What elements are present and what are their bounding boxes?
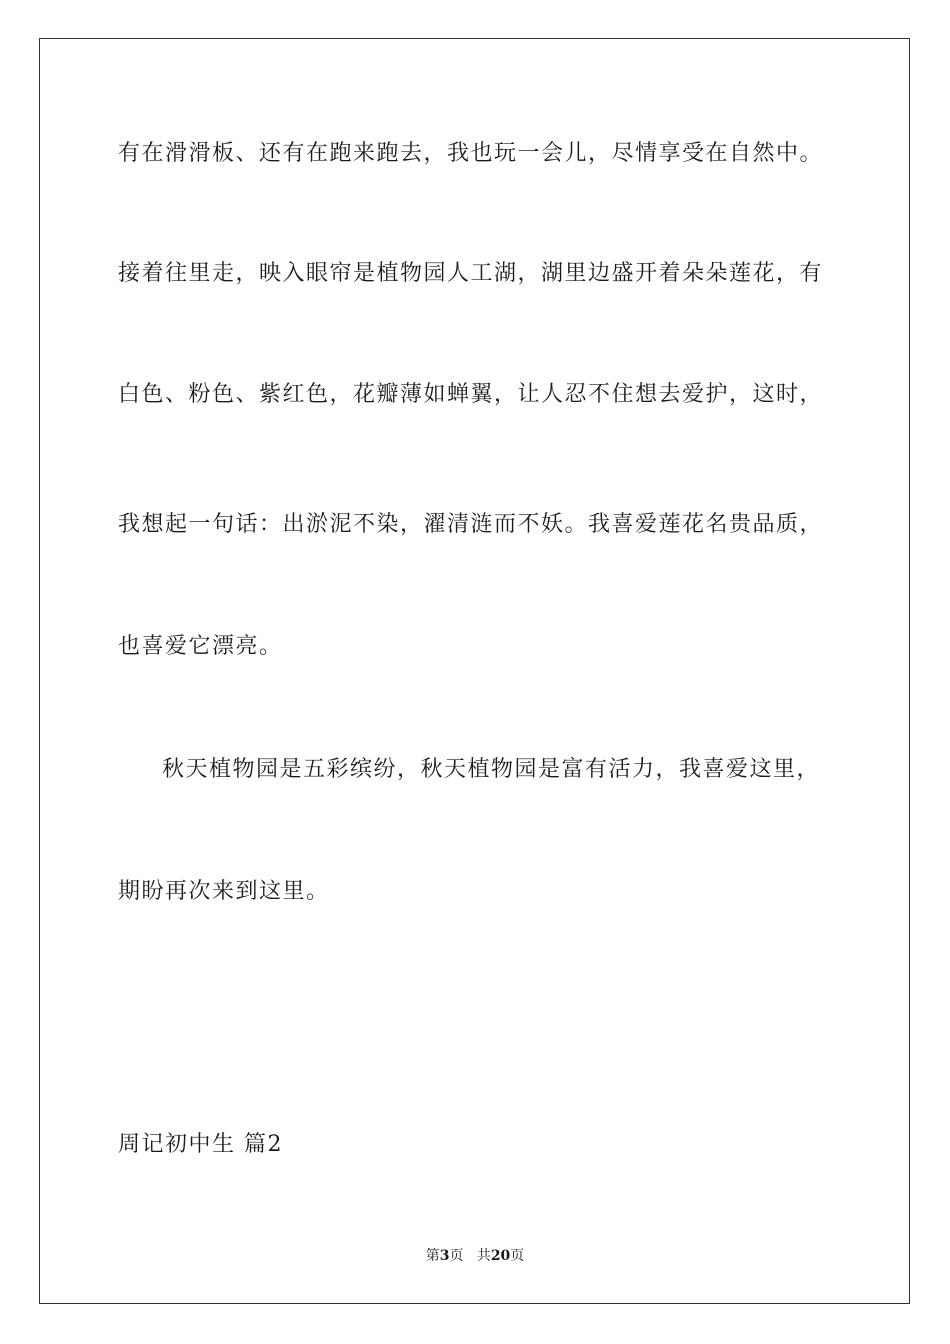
section-heading: 周记初中生 篇2 <box>118 1132 283 1157</box>
page-suffix: 页 <box>449 1248 464 1264</box>
page-number: 3 <box>439 1248 450 1264</box>
page-border <box>39 38 910 1304</box>
page-footer <box>0 1249 950 1263</box>
total-suffix: 页 <box>510 1248 525 1264</box>
total-pages: 20 <box>490 1248 511 1264</box>
total-prefix: 共 <box>476 1248 491 1264</box>
paragraph-line: 接着往里走，映入眼帘是植物园人工湖，湖里边盛开着朵朵莲花，有 <box>118 261 824 286</box>
paragraph-line: 秋天植物园是五彩缤纷，秋天植物园是富有活力，我喜爱这里， <box>162 757 821 782</box>
paragraph-line: 有在滑滑板、还有在跑来跑去，我也玩一会儿，尽情享受在自然中。 <box>118 141 824 166</box>
paragraph-line: 白色、粉色、紫红色，花瓣薄如蝉翼，让人忍不住想去爱护，这时， <box>118 382 824 407</box>
paragraph-line: 期盼再次来到这里。 <box>118 879 330 904</box>
paragraph-line: 也喜爱它漂亮。 <box>118 634 283 659</box>
paragraph-line: 我想起一句话：出淤泥不染，濯清涟而不妖。我喜爱莲花名贵品质， <box>118 512 824 537</box>
page-prefix: 第 <box>425 1248 440 1264</box>
